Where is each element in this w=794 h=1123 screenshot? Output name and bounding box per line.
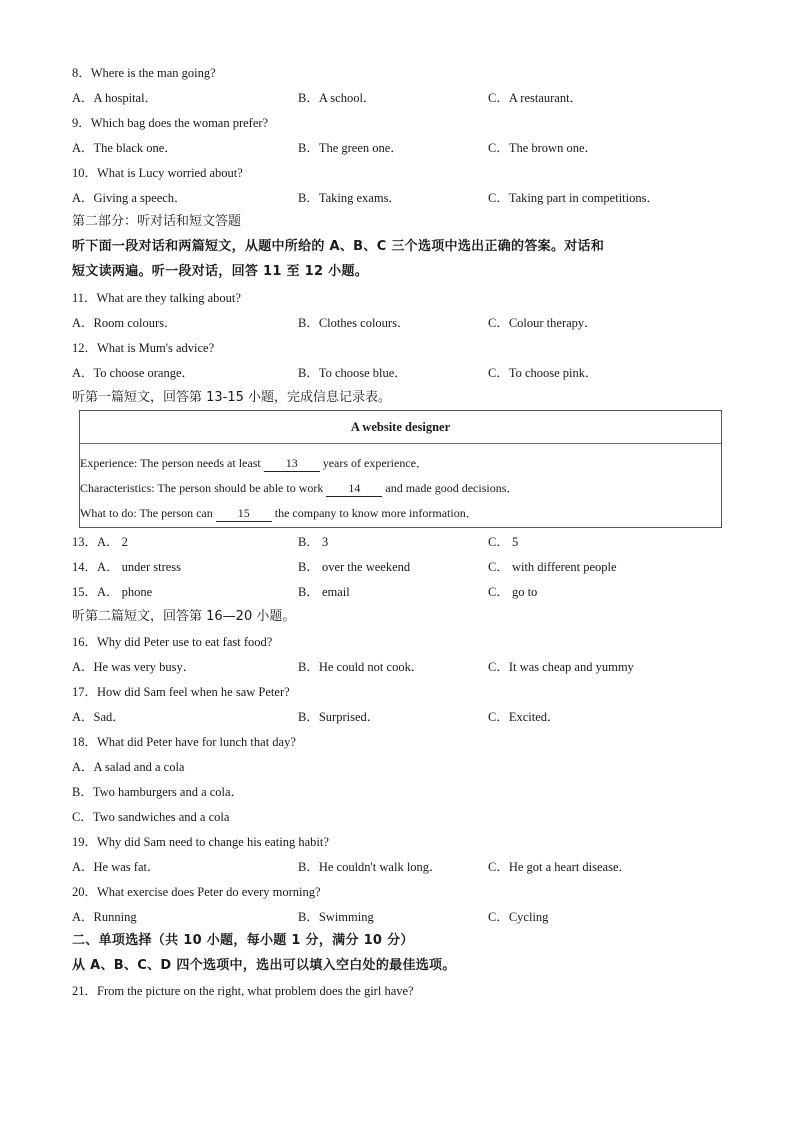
q11-option-a: A．Room colours． [72,316,177,330]
blank-15[interactable]: 15 [216,505,272,522]
table-row-what-to-do [80,505,478,522]
q9-option-a: A．The black one． [72,141,177,155]
table-row-characteristics [80,480,518,497]
q13-option-a: 13．A． 2 [72,535,128,549]
q17-option-c: C．Excited． [488,710,560,724]
passage1-intro: 听第一篇短文，回答第 13-15 小题，完成信息记录表。 [72,390,392,405]
question-18: 18．What did Peter have for lunch that day? [72,735,296,749]
q19-option-b: B．He couldn't walk long． [298,860,442,874]
q19-option-a: A．He was fat． [72,860,160,874]
q17-option-a: A．Sad． [72,710,125,724]
q8-option-b: B．A school． [298,91,376,105]
q10-option-a: A．Giving a speech． [72,191,187,205]
q8-option-c: C．A restaurant． [488,91,583,105]
q18-option-b: B．Two hamburgers and a cola． [72,785,244,799]
table-title: A website designer [80,411,721,444]
q11-option-b: B．Clothes colours． [298,316,410,330]
row-text: years of experience． [319,456,428,470]
q20-option-c: C．Cycling [488,910,549,924]
passage2-intro: 听第二篇短文，回答第 16—20 小题。 [72,609,296,624]
q11-option-c: C．Colour therapy． [488,316,597,330]
question-20: 20．What exercise does Peter do every morning? [72,885,321,899]
q15-option-a: 15．A． phone [72,585,153,599]
q12-option-b: B．To choose blue． [298,366,407,380]
section2-instruction: 从 A、B、C、D 四个选项中，选出可以填入空白处的最佳选项。 [72,958,456,973]
q9-option-b: B．The green one． [298,141,403,155]
row-text: the company to know more information． [271,506,478,520]
q13-option-b: B． 3 [298,535,329,549]
part2-instruction-2: 短文读两遍。听一段对话，回答 11 至 12 小题。 [72,264,369,279]
q14-option-c: C． with different people [488,560,617,574]
q12-option-a: A．To choose orange． [72,366,195,380]
section2-title: 二、单项选择（共 10 小题，每小题 1 分，满分 10 分） [72,933,414,948]
question-21: 21．From the picture on the right, what problem does the girl have? [72,984,414,998]
q15-option-c: C． go to [488,585,538,599]
table-row-experience [80,455,428,472]
question-8: 8．Where is the man going? [72,66,216,80]
q16-option-a: A．He was very busy． [72,660,196,674]
q18-option-a: A．A salad and a cola [72,760,185,774]
row-text: Experience: The person needs at least [80,456,264,470]
q16-option-b: B．He could not cook． [298,660,424,674]
info-record-table [79,410,722,528]
question-12: 12．What is Mum's advice? [72,341,215,355]
q12-option-c: C．To choose pink． [488,366,598,380]
q15-option-b: B． email [298,585,350,599]
q10-option-c: C．Taking part in competitions． [488,191,659,205]
question-17: 17．How did Sam feel when he saw Peter? [72,685,290,699]
q18-option-c: C．Two sandwiches and a cola [72,810,230,824]
q20-option-b: B．Swimming [298,910,374,924]
q13-option-c: C． 5 [488,535,519,549]
q17-option-b: B．Surprised． [298,710,380,724]
part2-instruction-1: 听下面一段对话和两篇短文，从题中所给的 A、B、C 三个选项中选出正确的答案。对话和 [72,239,605,254]
question-9: 9．Which bag does the woman prefer? [72,116,269,130]
q8-option-a: A．A hospital． [72,91,158,105]
q20-option-a: A．Running [72,910,137,924]
blank-13[interactable]: 13 [264,455,320,472]
row-text: What to do: The person can [80,506,216,520]
q9-option-c: C．The brown one． [488,141,598,155]
row-text: Characteristics: The person should be able to work [80,481,327,495]
part2-title: 第二部分：听对话和短文答题 [72,214,242,229]
q19-option-c: C．He got a heart disease． [488,860,632,874]
row-text: and made good decisions． [382,481,519,495]
question-11: 11．What are they talking about? [72,291,241,305]
q14-option-a: 14．A． under stress [72,560,182,574]
q10-option-b: B．Taking exams． [298,191,401,205]
question-16: 16．Why did Peter use to eat fast food? [72,635,273,649]
question-10: 10．What is Lucy worried about? [72,166,243,180]
q16-option-c: C．It was cheap and yummy [488,660,634,674]
q14-option-b: B． over the weekend [298,560,411,574]
question-19: 19．Why did Sam need to change his eating habit? [72,835,329,849]
blank-14[interactable]: 14 [326,480,382,497]
